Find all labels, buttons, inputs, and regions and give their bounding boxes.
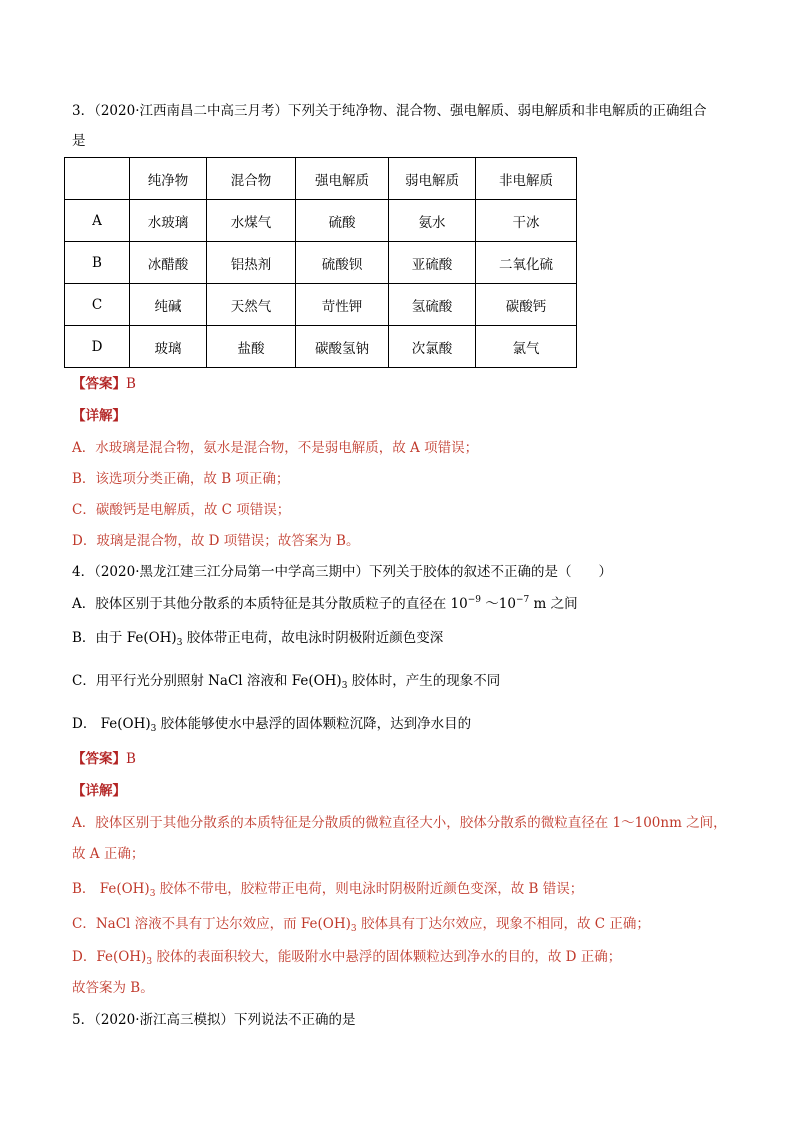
- explanation-text: 胶体具有丁达尔效应，现象不相同，故 C 正确；: [356, 916, 650, 932]
- table-cell: 天然气: [207, 284, 296, 326]
- option-text: ～10: [481, 596, 516, 612]
- table-cell: 盐酸: [207, 326, 296, 368]
- table-cell: 苛性钾: [296, 284, 389, 326]
- table-header-cell: 混合物: [207, 158, 296, 200]
- table-cell: D: [65, 326, 130, 368]
- q4-option-a: [72, 594, 578, 614]
- q4-explanation-c: [72, 914, 650, 934]
- q4-explanation-a-line2: 故 A 正确；: [72, 846, 145, 862]
- q4-option-d: [72, 714, 471, 734]
- table-row: [65, 200, 577, 242]
- subscript: 3: [149, 889, 156, 899]
- option-text: D． Fe(OH): [72, 716, 151, 732]
- q3-stem-line2: 是: [72, 133, 86, 149]
- q3-table: [64, 157, 577, 368]
- option-text: 胶体能够使水中悬浮的固体颗粒沉降，达到净水目的: [156, 716, 472, 732]
- q4-option-b: [72, 628, 443, 648]
- q4-conclusion: 故答案为 B。: [72, 980, 154, 996]
- q3-explanation-c: C．碳酸钙是电解质，故 C 项错误；: [72, 502, 291, 518]
- q4-answer: [72, 749, 136, 769]
- explanation-text: B． Fe(OH): [72, 881, 150, 897]
- table-cell: 氢硫酸: [389, 284, 476, 326]
- table-header-cell: 纯净物: [130, 158, 207, 200]
- answer-label: 【答案】: [72, 751, 126, 767]
- table-cell: 二氧化硫: [476, 242, 577, 284]
- table-cell: C: [65, 284, 130, 326]
- explanation-text: 胶体不带电，胶粒带正电荷，则电泳时阴极附近颜色变深，故 B 错误；: [155, 881, 584, 897]
- table-row: [65, 326, 577, 368]
- subscript: 3: [150, 724, 157, 734]
- option-text: B．由于 Fe(OH): [72, 630, 177, 646]
- option-text: A．胶体区别于其他分散系的本质特征是其分散质粒子的直径在 10: [72, 596, 468, 612]
- table-cell: 碳酸钙: [476, 284, 577, 326]
- table-header-cell: 弱电解质: [389, 158, 476, 200]
- table-cell: 干冰: [476, 200, 577, 242]
- table-cell: 铝热剂: [207, 242, 296, 284]
- q5-stem: 5．（2020·浙江高三模拟）下列说法不正确的是: [72, 1012, 356, 1028]
- table-cell: 冰醋酸: [130, 242, 207, 284]
- table-header-row: [65, 158, 577, 200]
- table-cell: 水玻璃: [130, 200, 207, 242]
- table-cell: 氨水: [389, 200, 476, 242]
- q3-detail-label: 【详解】: [72, 408, 126, 424]
- table-cell: 水煤气: [207, 200, 296, 242]
- table-header-cell: 强电解质: [296, 158, 389, 200]
- table-row: [65, 284, 577, 326]
- option-text: C．用平行光分别照射 NaCl 溶液和 Fe(OH): [72, 673, 342, 689]
- q4-explanation-b: [72, 879, 583, 899]
- table-row: [65, 242, 577, 284]
- option-text: m 之间: [529, 596, 578, 612]
- q4-option-c: [72, 671, 500, 691]
- q4-explanation-d: [72, 947, 621, 967]
- table-cell: A: [65, 200, 130, 242]
- subscript: 3: [350, 924, 357, 934]
- subscript: 3: [146, 957, 153, 967]
- table-cell: 氯气: [476, 326, 577, 368]
- q4-stem: 4．（2020·黑龙江建三江分局第一中学高三期中）下列关于胶体的叙述不正确的是（ ）: [72, 564, 612, 580]
- table-cell: 硫酸钡: [296, 242, 389, 284]
- table-cell: 亚硫酸: [389, 242, 476, 284]
- subscript: 3: [176, 638, 183, 648]
- table-cell: 碳酸氢钠: [296, 326, 389, 368]
- q4-detail-label: 【详解】: [72, 783, 126, 799]
- q3-explanation-a: A．水玻璃是混合物，氨水是混合物，不是弱电解质，故 A 项错误；: [72, 440, 479, 456]
- explanation-text: C．NaCl 溶液不具有丁达尔效应，而 Fe(OH): [72, 916, 351, 932]
- option-text: 胶体时，产生的现象不同: [347, 673, 501, 689]
- superscript: −9: [467, 595, 481, 605]
- table-header-cell: 非电解质: [476, 158, 577, 200]
- table-header-cell: [65, 158, 130, 200]
- q3-answer: [72, 374, 136, 394]
- table-cell: 纯碱: [130, 284, 207, 326]
- subscript: 3: [341, 681, 348, 691]
- q3-explanation-b: B．该选项分类正确，故 B 项正确；: [72, 471, 290, 487]
- superscript: −7: [515, 595, 530, 605]
- explanation-text: 胶体的表面积较大，能吸附水中悬浮的固体颗粒达到净水的目的，故 D 正确；: [152, 949, 622, 965]
- answer-value: B: [126, 376, 136, 392]
- q3-stem-line1: 3．（2020·江西南昌二中高三月考）下列关于纯净物、混合物、强电解质、弱电解质和非电解质的正确组合: [72, 103, 707, 119]
- table-cell: B: [65, 242, 130, 284]
- table-cell: 次氯酸: [389, 326, 476, 368]
- explanation-text: D．Fe(OH): [72, 949, 147, 965]
- table-cell: 玻璃: [130, 326, 207, 368]
- answer-label: 【答案】: [72, 376, 126, 392]
- answer-value: B: [126, 751, 136, 767]
- option-text: 胶体带正电荷，故电泳时阴极附近颜色变深: [182, 630, 444, 646]
- table-cell: 硫酸: [296, 200, 389, 242]
- q3-explanation-d: D．玻璃是混合物，故 D 项错误；故答案为 B。: [72, 533, 360, 549]
- q4-explanation-a-line1: A．胶体区别于其他分散系的本质特征是分散质的微粒直径大小，胶体分散系的微粒直径在 1～100nm 之间，: [72, 815, 727, 831]
